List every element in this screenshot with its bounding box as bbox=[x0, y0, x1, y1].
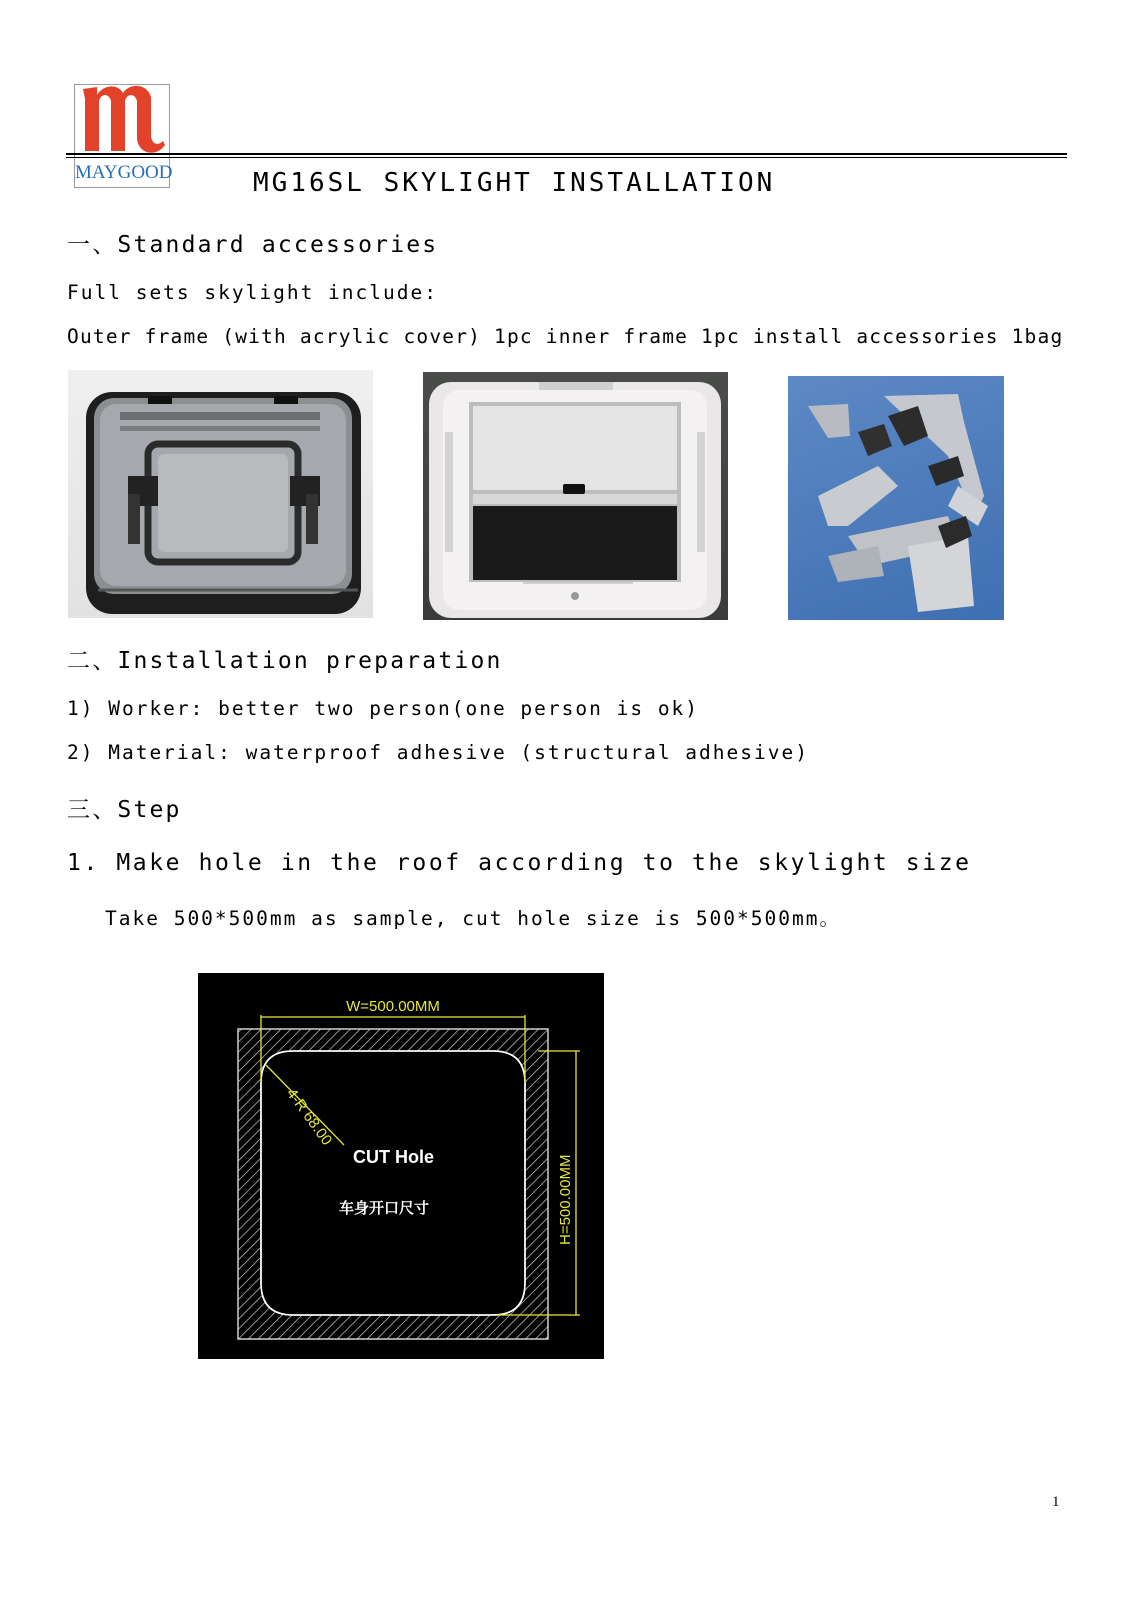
accessories-intro: Full sets skylight include: bbox=[67, 281, 438, 304]
logo-brand-text: MAYGOOD bbox=[75, 162, 173, 183]
preparation-item-material: 2) Material: waterproof adhesive (structural adhesive) bbox=[67, 741, 809, 764]
logo-m-mark bbox=[77, 81, 167, 159]
outer-frame-photo bbox=[68, 370, 373, 618]
header-rule bbox=[66, 153, 1067, 155]
section-heading-accessories: 一、Standard accessories bbox=[67, 232, 439, 258]
section-heading-preparation: 二、Installation preparation bbox=[67, 648, 503, 674]
step1-description: Take 500*500mm as sample, cut hole size is 500*500mm。 bbox=[105, 907, 841, 930]
height-dimension-label: H=500.00MM bbox=[557, 1154, 574, 1245]
cut-hole-diagram bbox=[198, 973, 604, 1359]
step1-title: 1. Make hole in the roof according to the skylight size bbox=[67, 850, 972, 876]
cut-hole-label: CUT Hole bbox=[353, 1147, 434, 1167]
page-title: MG16SL SKYLIGHT INSTALLATION bbox=[253, 168, 776, 198]
width-dimension-label: W=500.00MM bbox=[346, 998, 440, 1015]
accessories-photo bbox=[788, 376, 1004, 620]
inner-frame-photo bbox=[423, 372, 728, 620]
header-rule-thin bbox=[66, 157, 1067, 158]
maygood-logo bbox=[74, 84, 173, 188]
radius-dimension-label: 4-R 68.00 bbox=[282, 1085, 336, 1149]
section-heading-step: 三、Step bbox=[67, 797, 182, 823]
accessories-list-line: Outer frame (with acrylic cover) 1pc inner frame 1pc install accessories 1bag bbox=[67, 325, 1064, 348]
cut-hole-cn-label: 车身开口尺寸 bbox=[339, 1199, 430, 1217]
preparation-item-worker: 1) Worker: better two person(one person is ok) bbox=[67, 697, 700, 720]
page-number: 1 bbox=[1052, 1494, 1060, 1510]
